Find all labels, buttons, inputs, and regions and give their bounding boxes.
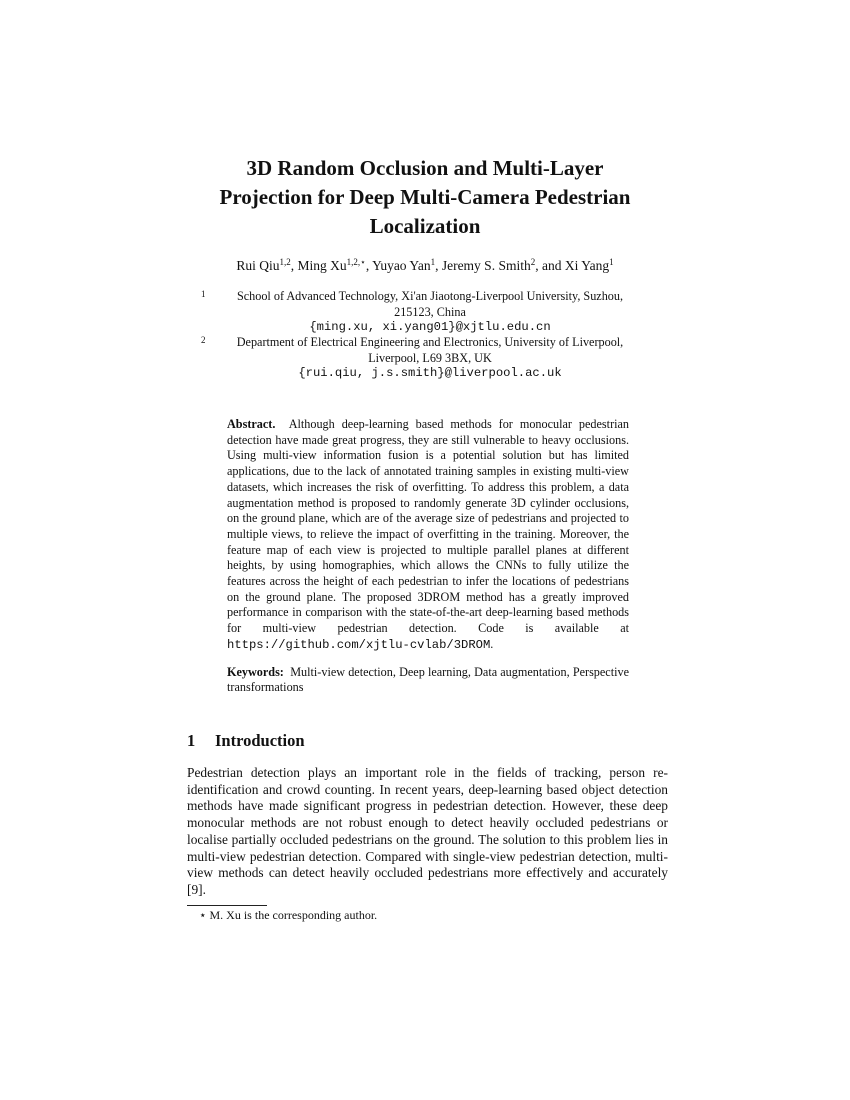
title-line: Localization — [369, 214, 481, 238]
author-list — [130, 257, 720, 275]
author-affil-mark: 1 — [430, 257, 436, 267]
footnote — [199, 908, 377, 923]
keywords-label: Keywords: — [227, 664, 284, 679]
author-separator: , and — [535, 258, 565, 273]
title-line: Projection for Deep Multi-Camera Pedestrian — [219, 185, 631, 209]
footnote-rule — [187, 905, 267, 906]
abstract-text: Although deep-learning based methods for monocular pedestrian detection have made great progress, they are still vulnerable to heavy occlusions. Using multi-view information fusion is a potential solution but has limited applications, due to the lack of annotated training samples in existing multi-view datasets, which increases the risk of overfitting. To address this problem, a data augmentation method is proposed to randomly generate 3D cylinder occlusions, on the ground plane, which are of the average size of pedestrians and projected to multiple views, to relieve the impact of overfitting in the training. Moreover, the feature map of each view is projected to multiple parallel planes at different heights, by using homographies, which allows the CNNs to fully utilize the features across the height of each pedestrian to infer the locations of pedestrians on the ground plane. The proposed 3DROM method has a greatly improved performance in comparison with the state-of-the-art deep-learning based methods for multi-view pedestrian detection. Code is available at — [227, 417, 630, 636]
affiliation-number: 1 — [201, 289, 206, 299]
intro-paragraph: Pedestrian detection plays an important role in the fields of tracking, person re-identification and crowd counting. In recent years, deep-learning based object detection methods have made significant progress in pedestrian detection. However, these deep monocular methods are not robust enough to detect heavily occluded pedestrians or localise partially occluded pedestrians on the ground. The solution to this problem lies in multi-view pedestrian detection. Compared with single-view pedestrian detection, multi-view methods can detect heavily occluded pedestrians more effectively and accurately [9]. — [187, 765, 668, 897]
author-name: Xi Yang — [564, 258, 610, 273]
author-affil-mark: 2 — [530, 257, 536, 267]
title-line: 3D Random Occlusion and Multi-Layer — [246, 156, 604, 180]
affiliation-2 — [195, 335, 665, 382]
author-name: Yuyao Yan — [372, 258, 431, 273]
section-title: Introduction — [215, 731, 305, 750]
affiliation-email: {rui.qiu, j.s.smith}@liverpool.ac.uk — [298, 366, 562, 380]
keywords-paragraph — [227, 665, 629, 696]
section-number: 1 — [187, 731, 196, 750]
author-name: Jeremy S. Smith — [441, 258, 531, 273]
affiliation-email: {ming.xu, xi.yang01}@xjtlu.edu.cn — [309, 320, 551, 334]
paper-title — [160, 154, 690, 241]
author-affil-mark: 1 — [609, 257, 614, 267]
author-separator: , — [290, 258, 298, 273]
author-name: Ming Xu — [297, 258, 347, 273]
section-heading — [187, 731, 305, 751]
affiliation-line: Department of Electrical Engineering and Electronics, University of Liverpool, — [236, 335, 624, 349]
keywords-text: Multi-view detection, Deep learning, Data augmentation, Perspective transformations — [227, 664, 629, 695]
affiliation-line: School of Advanced Technology, Xi'an Jiaotong-Liverpool University, Suzhou, — [236, 289, 624, 303]
footnote-text: M. Xu is the corresponding author. — [209, 908, 378, 922]
code-link[interactable]: https://github.com/xjtlu-cvlab/3DROM — [227, 637, 491, 652]
abstract-end: . — [490, 636, 494, 651]
author-affil-mark: 1,2 — [279, 257, 291, 267]
author-separator: , — [435, 258, 442, 273]
affiliation-number: 2 — [201, 335, 206, 345]
affiliation-line: Liverpool, L69 3BX, UK — [368, 350, 492, 365]
author-affil-mark: 1,2,⋆ — [346, 257, 366, 267]
author-separator: , — [365, 258, 373, 273]
abstract-label: Abstract. — [227, 417, 276, 431]
abstract-block — [227, 417, 629, 696]
footnote-mark: ⋆ — [199, 908, 207, 922]
author-name: Rui Qiu — [236, 258, 280, 273]
abstract-paragraph — [227, 417, 629, 654]
affiliation-1 — [195, 289, 665, 336]
affiliation-line: 215123, China — [394, 304, 466, 319]
